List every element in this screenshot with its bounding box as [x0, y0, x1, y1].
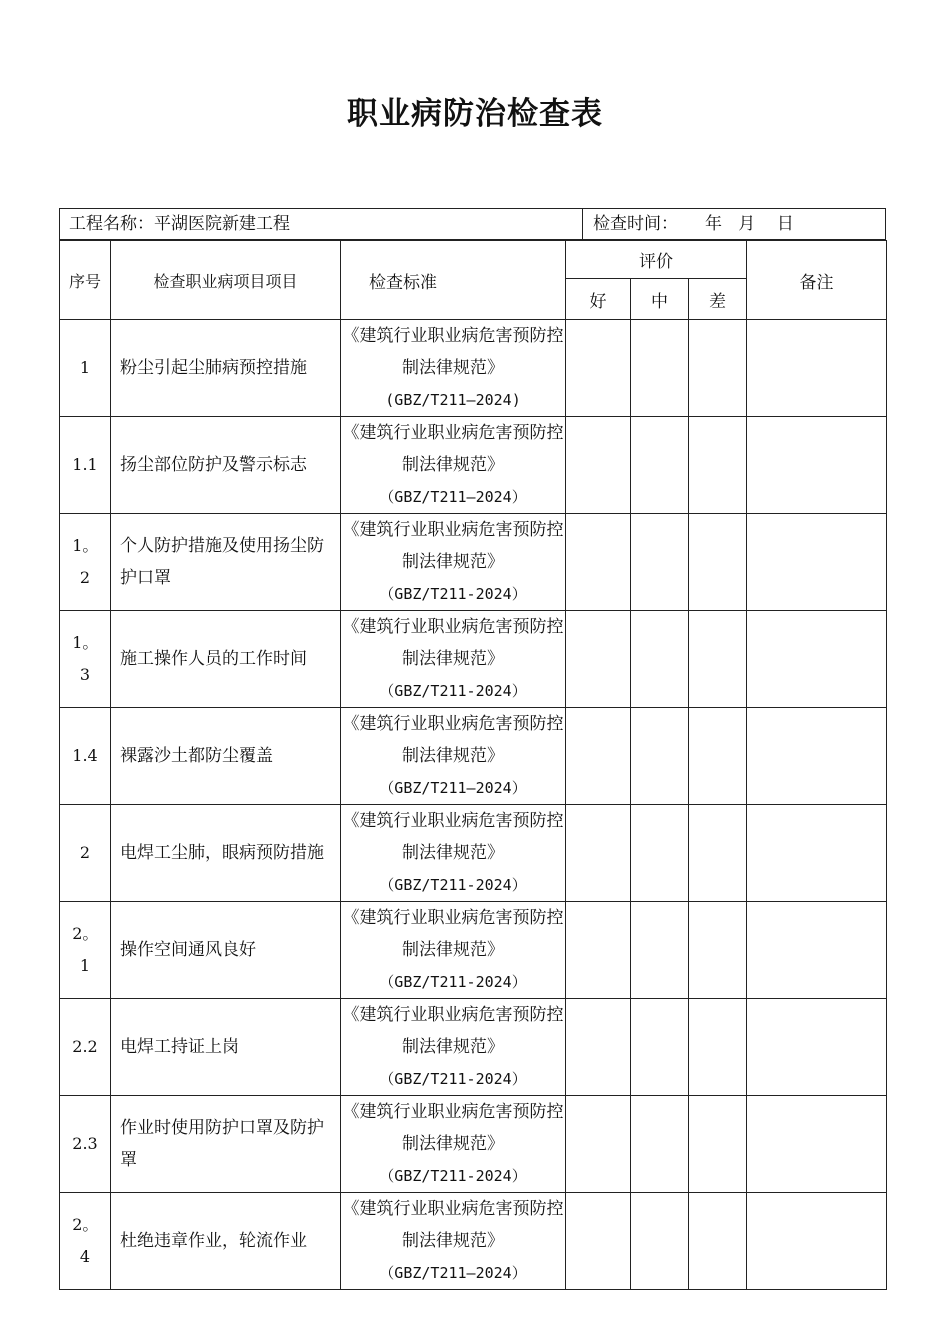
row-rating-poor[interactable] — [689, 708, 747, 805]
row-standard-text: 《建筑行业职业病危害预防控制法律规范》 — [342, 1199, 564, 1251]
row-rating-poor[interactable] — [689, 514, 747, 611]
table-row — [60, 1193, 887, 1290]
table-row — [60, 999, 887, 1096]
row-standard — [341, 999, 566, 1096]
header-good: 好 — [566, 279, 631, 320]
table-row — [60, 611, 887, 708]
row-remarks[interactable] — [747, 999, 887, 1096]
row-rating-medium[interactable] — [631, 320, 689, 417]
row-item — [111, 417, 341, 514]
page-title: 职业病防治检查表 — [347, 96, 603, 132]
row-seq — [60, 708, 111, 805]
row-standard — [341, 902, 566, 999]
row-item — [111, 514, 341, 611]
row-standard — [341, 708, 566, 805]
row-item — [111, 1096, 341, 1193]
row-seq-text: 2 — [79, 843, 91, 862]
row-seq-text: 1.4 — [72, 746, 98, 765]
row-standard — [341, 320, 566, 417]
row-rating-poor[interactable] — [689, 417, 747, 514]
row-rating-good[interactable] — [566, 708, 631, 805]
row-rating-poor[interactable] — [689, 320, 747, 417]
row-standard-text: 《建筑行业职业病危害预防控制法律规范》 — [342, 811, 564, 863]
row-item — [111, 805, 341, 902]
row-item — [111, 902, 341, 999]
row-rating-poor[interactable] — [689, 999, 747, 1096]
table-row — [60, 417, 887, 514]
row-rating-medium[interactable] — [631, 417, 689, 514]
row-item — [111, 611, 341, 708]
row-item — [111, 1193, 341, 1290]
row-seq-text: 1。2 — [72, 536, 99, 587]
header-poor: 差 — [689, 279, 747, 320]
row-standard-text: 《建筑行业职业病危害预防控制法律规范》 — [342, 908, 564, 960]
row-rating-good[interactable] — [566, 902, 631, 999]
row-item-text: 粉尘引起尘肺病预控措施 — [120, 358, 307, 378]
row-rating-poor[interactable] — [689, 805, 747, 902]
row-item — [111, 999, 341, 1096]
row-seq-text: 2.3 — [72, 1134, 98, 1153]
row-rating-medium[interactable] — [631, 1193, 689, 1290]
row-standard-text: 《建筑行业职业病危害预防控制法律规范》 — [342, 326, 564, 378]
row-rating-medium[interactable] — [631, 805, 689, 902]
row-standard-code: （GBZ/T211—2024） — [379, 488, 527, 506]
row-remarks[interactable] — [747, 902, 887, 999]
row-remarks[interactable] — [747, 805, 887, 902]
row-item — [111, 320, 341, 417]
row-seq — [60, 1096, 111, 1193]
row-standard — [341, 1096, 566, 1193]
table-row — [60, 1096, 887, 1193]
row-standard-code: （GBZ/T211-2024） — [379, 1070, 527, 1088]
row-rating-medium[interactable] — [631, 1096, 689, 1193]
row-standard-code: （GBZ/T211—2024） — [379, 1264, 527, 1282]
row-seq-text: 1 — [79, 358, 91, 377]
row-rating-medium[interactable] — [631, 514, 689, 611]
row-standard-text: 《建筑行业职业病危害预防控制法律规范》 — [342, 714, 564, 766]
row-remarks[interactable] — [747, 417, 887, 514]
header-standard: 检查标准 — [341, 241, 566, 320]
header-seq: 序号 — [60, 241, 111, 320]
sheet-header-row — [59, 208, 886, 240]
row-standard — [341, 514, 566, 611]
checklist-table — [59, 240, 887, 1290]
row-rating-medium[interactable] — [631, 611, 689, 708]
table-row — [60, 320, 887, 417]
row-standard-code: （GBZ/T211-2024） — [379, 973, 527, 991]
row-standard — [341, 805, 566, 902]
row-standard-code: （GBZ/T211-2024） — [379, 1167, 527, 1185]
row-seq — [60, 514, 111, 611]
row-remarks[interactable] — [747, 1193, 887, 1290]
header-medium: 中 — [631, 279, 689, 320]
row-rating-good[interactable] — [566, 805, 631, 902]
row-rating-good[interactable] — [566, 1096, 631, 1193]
row-rating-medium[interactable] — [631, 902, 689, 999]
row-seq — [60, 417, 111, 514]
row-seq-text: 2。1 — [72, 924, 99, 975]
header-row-1 — [60, 241, 887, 279]
row-seq — [60, 611, 111, 708]
row-item-text: 施工操作人员的工作时间 — [120, 649, 307, 669]
row-item-text: 杜绝违章作业，轮流作业 — [120, 1231, 307, 1251]
row-rating-poor[interactable] — [689, 611, 747, 708]
header-remarks: 备注 — [747, 241, 887, 320]
row-standard-text: 《建筑行业职业病危害预防控制法律规范》 — [342, 1005, 564, 1057]
inspection-date: 检查时间： 年 月 日 — [593, 214, 794, 234]
checklist-rows — [60, 320, 887, 1290]
row-seq — [60, 999, 111, 1096]
row-standard — [341, 417, 566, 514]
row-standard-text: 《建筑行业职业病危害预防控制法律规范》 — [342, 617, 564, 669]
table-row — [60, 902, 887, 999]
row-rating-good[interactable] — [566, 611, 631, 708]
row-item-text: 裸露沙土都防尘覆盖 — [120, 746, 273, 766]
row-rating-good[interactable] — [566, 417, 631, 514]
row-rating-poor[interactable] — [689, 902, 747, 999]
table-row — [60, 514, 887, 611]
row-standard — [341, 1193, 566, 1290]
row-remarks[interactable] — [747, 708, 887, 805]
row-rating-good[interactable] — [566, 320, 631, 417]
row-item-text: 扬尘部位防护及警示标志 — [120, 455, 307, 475]
row-seq-text: 2。4 — [72, 1215, 99, 1266]
row-rating-good[interactable] — [566, 999, 631, 1096]
table-row — [60, 805, 887, 902]
row-standard-text: 《建筑行业职业病危害预防控制法律规范》 — [342, 1102, 564, 1154]
row-item-text: 作业时使用防护口罩及防护罩 — [120, 1118, 324, 1170]
row-item-text: 电焊工持证上岗 — [120, 1037, 239, 1057]
row-standard-code: （GBZ/T211-2024） — [379, 585, 527, 603]
row-standard-code: （GBZ/T211—2024） — [379, 779, 527, 797]
row-rating-good[interactable] — [566, 514, 631, 611]
row-seq — [60, 902, 111, 999]
row-rating-poor[interactable] — [689, 1096, 747, 1193]
header-rating: 评价 — [566, 241, 747, 279]
row-remarks[interactable] — [747, 611, 887, 708]
project-name: 工程名称：平湖医院新建工程 — [60, 209, 583, 239]
row-item-text: 电焊工尘肺，眼病预防措施 — [120, 843, 324, 863]
row-standard-code: （GBZ/T211-2024） — [379, 682, 527, 700]
row-standard-text: 《建筑行业职业病危害预防控制法律规范》 — [342, 520, 564, 572]
row-standard — [341, 611, 566, 708]
row-item-text: 操作空间通风良好 — [120, 940, 256, 960]
row-rating-good[interactable] — [566, 1193, 631, 1290]
row-seq-text: 1。3 — [72, 633, 99, 684]
row-remarks[interactable] — [747, 1096, 887, 1193]
row-seq — [60, 1193, 111, 1290]
row-seq — [60, 805, 111, 902]
row-rating-medium[interactable] — [631, 999, 689, 1096]
inspection-sheet — [59, 208, 886, 1290]
row-rating-poor[interactable] — [689, 1193, 747, 1290]
row-rating-medium[interactable] — [631, 708, 689, 805]
row-item — [111, 708, 341, 805]
row-seq — [60, 320, 111, 417]
row-item-text: 个人防护措施及使用扬尘防护口罩 — [120, 536, 324, 588]
row-standard-text: 《建筑行业职业病危害预防控制法律规范》 — [342, 423, 564, 475]
row-remarks[interactable] — [747, 320, 887, 417]
header-item: 检查职业病项目项目 — [111, 241, 341, 320]
row-standard-code: （GBZ/T211-2024） — [379, 876, 527, 894]
row-seq-text: 2.2 — [72, 1037, 98, 1056]
row-remarks[interactable] — [747, 514, 887, 611]
row-standard-code: (GBZ/T211—2024) — [385, 391, 521, 409]
row-seq-text: 1.1 — [72, 455, 98, 474]
table-row — [60, 708, 887, 805]
